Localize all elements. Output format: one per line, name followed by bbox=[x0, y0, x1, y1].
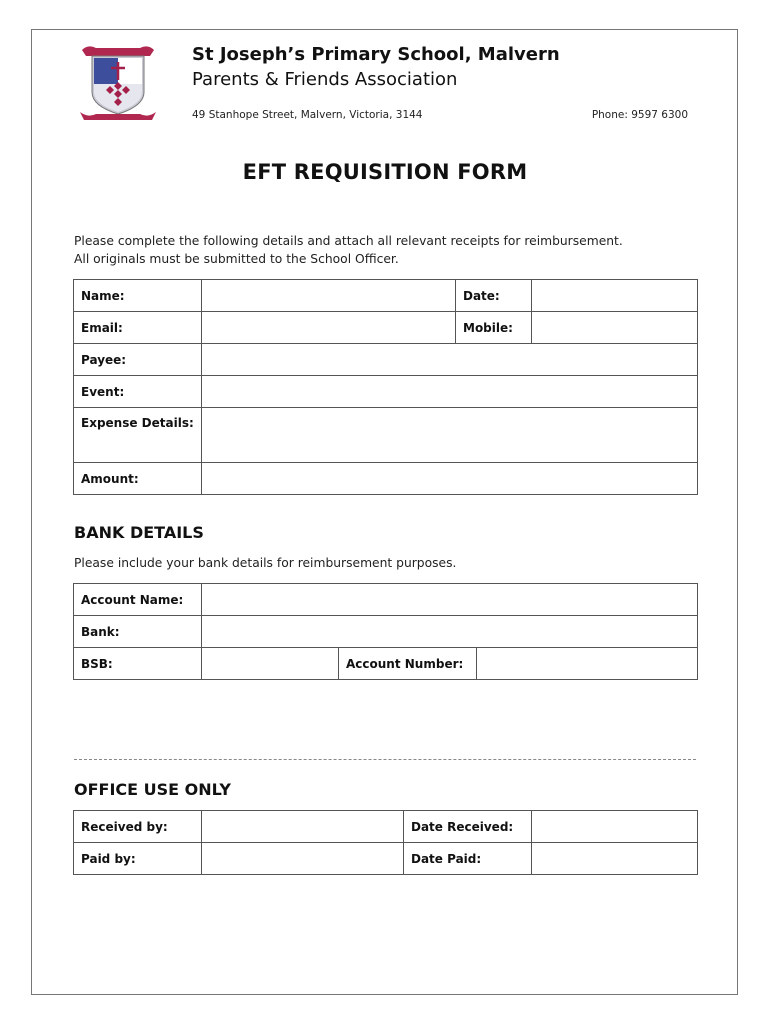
school-crest-icon bbox=[78, 42, 158, 122]
date-received-label: Date Received: bbox=[404, 811, 532, 843]
school-name: St Joseph’s Primary School, Malvern bbox=[192, 44, 560, 65]
bsb-label: BSB: bbox=[74, 648, 202, 680]
received-by-label: Received by: bbox=[74, 811, 202, 843]
amount-field[interactable] bbox=[202, 463, 698, 495]
bank-table bbox=[73, 583, 698, 680]
mobile-field[interactable] bbox=[532, 312, 698, 344]
name-field[interactable] bbox=[202, 280, 456, 312]
date-paid-field[interactable] bbox=[532, 843, 698, 875]
date-received-field[interactable] bbox=[532, 811, 698, 843]
expense-details-label: Expense Details: bbox=[74, 408, 202, 463]
amount-label: Amount: bbox=[74, 463, 202, 495]
details-table bbox=[73, 279, 698, 495]
table-row bbox=[74, 616, 698, 648]
name-label: Name: bbox=[74, 280, 202, 312]
table-row bbox=[74, 344, 698, 376]
expense-details-field[interactable] bbox=[202, 408, 698, 463]
email-label: Email: bbox=[74, 312, 202, 344]
event-label: Event: bbox=[74, 376, 202, 408]
bank-details-heading: BANK DETAILS bbox=[74, 523, 204, 542]
school-address: 49 Stanhope Street, Malvern, Victoria, 3144 bbox=[192, 109, 423, 121]
instruction-line-2: All originals must be submitted to the School Officer. bbox=[74, 252, 399, 266]
account-name-label: Account Name: bbox=[74, 584, 202, 616]
table-row bbox=[74, 280, 698, 312]
account-number-field[interactable] bbox=[477, 648, 698, 680]
table-row bbox=[74, 811, 698, 843]
date-label: Date: bbox=[456, 280, 532, 312]
email-field[interactable] bbox=[202, 312, 456, 344]
payee-label: Payee: bbox=[74, 344, 202, 376]
table-row bbox=[74, 843, 698, 875]
bank-instruction: Please include your bank details for reimbursement purposes. bbox=[74, 556, 457, 570]
school-phone: Phone: 9597 6300 bbox=[591, 109, 688, 121]
bank-label: Bank: bbox=[74, 616, 202, 648]
account-number-label: Account Number: bbox=[339, 648, 477, 680]
paid-by-label: Paid by: bbox=[74, 843, 202, 875]
paid-by-field[interactable] bbox=[202, 843, 404, 875]
office-use-heading: OFFICE USE ONLY bbox=[74, 780, 231, 799]
instruction-line-1: Please complete the following details and attach all relevant receipts for reimbursement. bbox=[74, 234, 623, 248]
table-row bbox=[74, 408, 698, 463]
mobile-label: Mobile: bbox=[456, 312, 532, 344]
table-row bbox=[74, 584, 698, 616]
event-field[interactable] bbox=[202, 376, 698, 408]
table-row bbox=[74, 312, 698, 344]
table-row bbox=[74, 463, 698, 495]
received-by-field[interactable] bbox=[202, 811, 404, 843]
bsb-field[interactable] bbox=[202, 648, 339, 680]
office-table bbox=[73, 810, 698, 875]
form-title: EFT REQUISITION FORM bbox=[242, 160, 528, 184]
association-name: Parents & Friends Association bbox=[192, 69, 458, 90]
table-row bbox=[74, 376, 698, 408]
account-name-field[interactable] bbox=[202, 584, 698, 616]
date-paid-label: Date Paid: bbox=[404, 843, 532, 875]
dashed-divider bbox=[74, 759, 696, 760]
payee-field[interactable] bbox=[202, 344, 698, 376]
date-field[interactable] bbox=[532, 280, 698, 312]
table-row bbox=[74, 648, 698, 680]
bank-field[interactable] bbox=[202, 616, 698, 648]
